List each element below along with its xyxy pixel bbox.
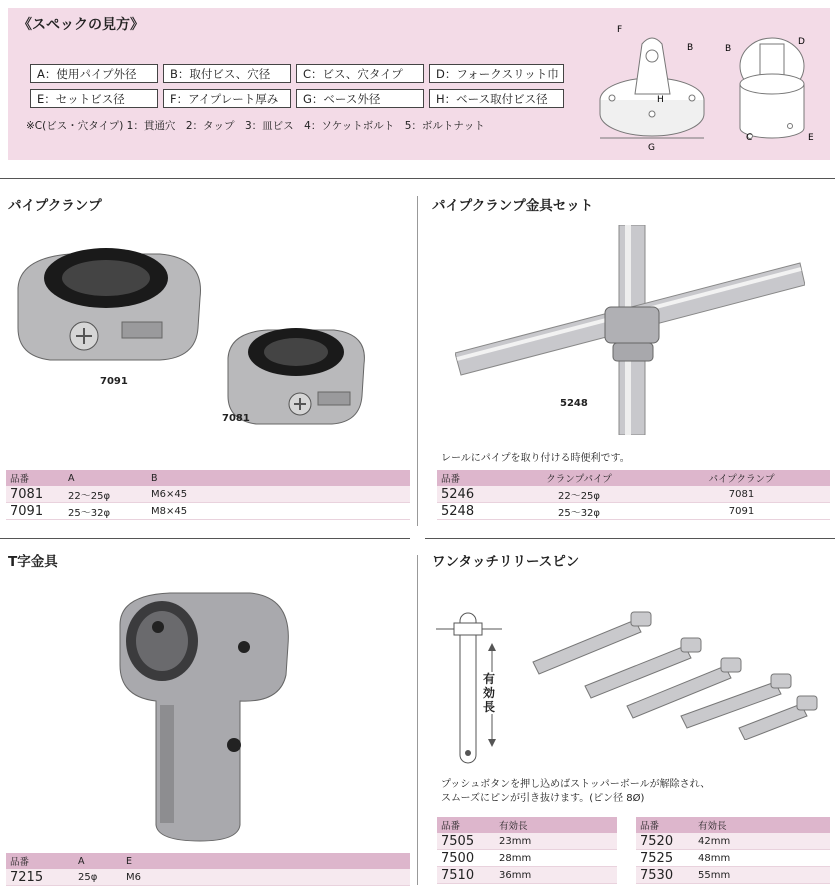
- clamp-set-title: パイプクランプ金具セット: [432, 198, 594, 214]
- table-row: [437, 850, 617, 867]
- clamp-7081-image: [222, 318, 372, 428]
- cell-clamp-pipe: 22～25φ: [505, 486, 653, 503]
- header-a: A: [74, 853, 122, 869]
- spec-cell-b: B：取付ビス、穴径: [163, 64, 291, 83]
- table-row: [6, 503, 410, 520]
- clamp-7091-image: [10, 238, 210, 368]
- table-row: [636, 850, 830, 867]
- release-pin-title: ワンタッチリリースピン: [432, 554, 580, 570]
- diagram-label-c: C: [746, 133, 753, 143]
- cell-b: M8×45: [147, 503, 410, 520]
- clamp-set-description: レールにパイプを取り付ける時便利です。: [441, 453, 630, 464]
- cell-length: 36mm: [495, 867, 617, 884]
- release-pin-table-left: [437, 817, 617, 884]
- spec-cell-g: G：ベース外径: [296, 89, 424, 108]
- header-pipe-clamp: パイプクランプ: [653, 470, 830, 486]
- diagram-label-h: H: [657, 95, 664, 105]
- clamp-set-table: [437, 470, 830, 520]
- cell-code: 7215: [6, 869, 74, 886]
- t-fitting-title: T字金具: [8, 554, 58, 570]
- cell-length: 55mm: [694, 867, 830, 884]
- spec-cell-f: F：アイプレート厚み: [163, 89, 291, 108]
- spec-cell-c: C：ビス、穴タイプ: [296, 64, 424, 83]
- cell-code: 7500: [437, 850, 495, 867]
- cell-code: 7520: [636, 833, 694, 850]
- header-clamp-pipe: クランプパイプ: [505, 470, 653, 486]
- pipe-clamp-table: [6, 470, 410, 520]
- vertical-divider-upper: [417, 196, 418, 526]
- table-row: [437, 503, 830, 520]
- table-row: [437, 867, 617, 884]
- header-code: 品番: [636, 817, 694, 833]
- table-header-row: [437, 470, 830, 486]
- diagram-label-d: D: [798, 37, 805, 47]
- cell-code: 7530: [636, 867, 694, 884]
- release-pins-image: [525, 600, 825, 740]
- vertical-divider-lower: [417, 555, 418, 885]
- table-header-row: [636, 817, 830, 833]
- table-row: [437, 486, 830, 503]
- cell-a: 25～32φ: [64, 503, 147, 520]
- release-pin-table-right: [636, 817, 830, 884]
- table-row: [636, 867, 830, 884]
- header-length: 有効長: [694, 817, 830, 833]
- diagram-label-b2: B: [725, 44, 732, 54]
- fitting-diagram: [590, 18, 830, 158]
- clamp-set-image: [455, 225, 805, 435]
- cell-e: M6: [122, 869, 410, 886]
- table-header-row: [6, 853, 410, 869]
- cell-code: 7505: [437, 833, 495, 850]
- t-fitting-image: [110, 585, 300, 845]
- table-row: [437, 833, 617, 850]
- section-divider-left: [0, 538, 410, 539]
- table-header-row: [6, 470, 410, 486]
- header-code: 品番: [437, 817, 495, 833]
- diagram-label-b: B: [687, 43, 694, 53]
- cell-code: 7091: [6, 503, 64, 520]
- description-line: スムーズにピンが引き抜けます。(ピン径 8Ø): [441, 793, 645, 804]
- table-header-row: [437, 817, 617, 833]
- legend-note: ※C(ビス・穴タイプ) 1：貫通穴 2：タップ 3：皿ビス 4：ソケットボルト 5：ボルトナット: [26, 120, 485, 132]
- header-code: 品番: [6, 853, 74, 869]
- cell-a: 25φ: [74, 869, 122, 886]
- caption-5248: 5248: [560, 398, 588, 409]
- table-row: [6, 869, 410, 886]
- description-line: プッシュボタンを押し込めばストッパーボールが解除され、: [441, 779, 711, 790]
- caption-7091: 7091: [100, 376, 128, 387]
- cell-length: 28mm: [495, 850, 617, 867]
- release-pin-diagram: [432, 605, 512, 775]
- cell-pipe-clamp: 7091: [653, 503, 830, 520]
- header-code: 品番: [6, 470, 64, 486]
- cell-clamp-pipe: 25～32φ: [505, 503, 653, 520]
- header-b: B: [147, 470, 410, 486]
- header-a: A: [64, 470, 147, 486]
- spec-cell-d: D：フォークスリット巾: [429, 64, 564, 83]
- cell-length: 23mm: [495, 833, 617, 850]
- caption-7081: 7081: [222, 413, 250, 424]
- cell-code: 7081: [6, 486, 64, 503]
- cell-code: 5248: [437, 503, 505, 520]
- legend-title: 《スペックの見方》: [18, 17, 144, 33]
- cell-length: 42mm: [694, 833, 830, 850]
- cell-a: 22～25φ: [64, 486, 147, 503]
- t-fitting-table: [6, 853, 410, 886]
- diagram-label-e: E: [808, 133, 814, 143]
- effective-length-label: 有効長: [483, 672, 496, 714]
- cell-code: 5246: [437, 486, 505, 503]
- section-divider-top: [0, 178, 835, 179]
- cell-length: 48mm: [694, 850, 830, 867]
- diagram-label-f: F: [617, 25, 623, 35]
- header-code: 品番: [437, 470, 505, 486]
- table-row: [636, 833, 830, 850]
- diagram-label-g: G: [648, 143, 655, 153]
- pipe-clamp-title: パイプクランプ: [8, 198, 102, 214]
- cell-b: M6×45: [147, 486, 410, 503]
- spec-cell-a: A：使用パイプ外径: [30, 64, 158, 83]
- cell-pipe-clamp: 7081: [653, 486, 830, 503]
- header-length: 有効長: [495, 817, 617, 833]
- table-row: [6, 486, 410, 503]
- section-divider-right: [425, 538, 835, 539]
- cell-code: 7510: [437, 867, 495, 884]
- spec-cell-h: H：ベース取付ビス径: [429, 89, 564, 108]
- header-e: E: [122, 853, 410, 869]
- spec-cell-e: E：セットビス径: [30, 89, 158, 108]
- release-pin-description: [441, 778, 710, 806]
- cell-code: 7525: [636, 850, 694, 867]
